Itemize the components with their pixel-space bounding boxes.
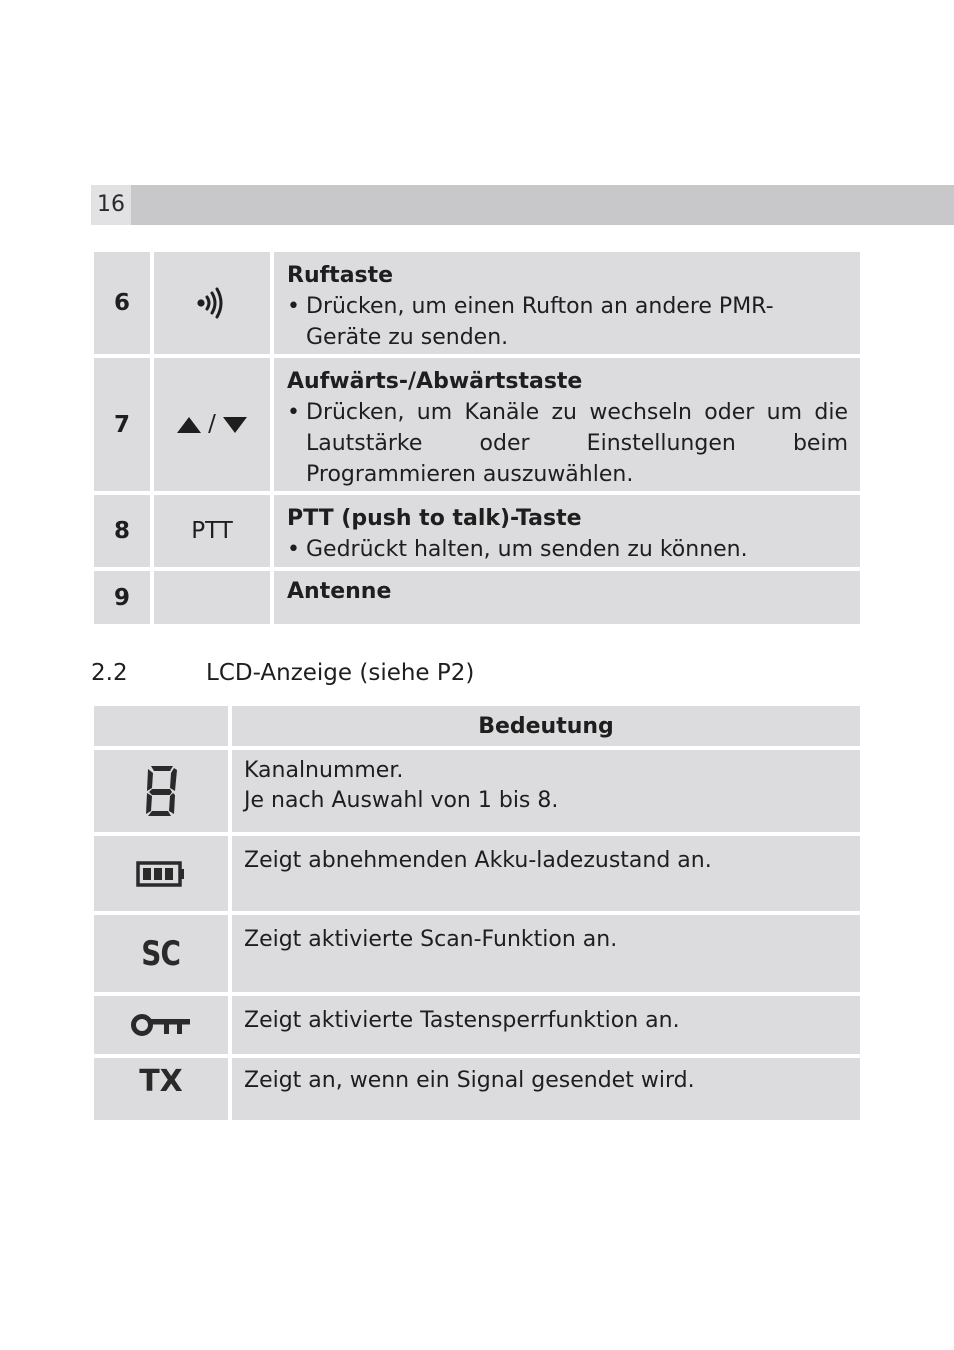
lcd-row-5-line-1: Zeigt an, wenn ein Signal gesendet wird. <box>244 1068 695 1093</box>
up-arrow-icon <box>176 415 202 435</box>
row-7-description <box>274 358 860 491</box>
lcd-row-2-symbol <box>94 836 228 911</box>
header-bar <box>91 185 954 225</box>
call-icon <box>195 286 229 320</box>
arrow-separator: / <box>208 410 216 437</box>
row-6-title: Ruftaste <box>287 263 394 288</box>
down-arrow-icon <box>222 415 248 435</box>
lcd-row-1-description <box>232 750 860 832</box>
page-number: 16 <box>91 185 131 225</box>
lcd-row-1-line-2: Je nach Auswahl von 1 bis 8. <box>244 788 559 813</box>
row-9-symbol <box>154 571 270 624</box>
lcd-row-2-description <box>232 836 860 911</box>
section-number: 2.2 <box>91 660 128 686</box>
key-lock-icon <box>130 1011 192 1039</box>
lcd-row-5-description <box>232 1058 860 1120</box>
row-6-bullet <box>287 291 848 353</box>
row-7-text: Drücken, um Kanäle zu wechseln oder um die Lautstärke oder Einstellungen beim Programmieren auszuwählen. <box>306 400 848 487</box>
lcd-row-3-description <box>232 915 860 992</box>
lcd-row-1-symbol <box>94 750 228 832</box>
lcd-header-meaning: Bedeutung <box>232 706 860 746</box>
row-7-number: 7 <box>94 358 150 491</box>
seven-segment-digit-icon <box>144 764 178 818</box>
row-8-number: 8 <box>94 495 150 567</box>
row-9-title: Antenne <box>287 579 392 604</box>
scan-sc-icon: SC <box>141 933 181 974</box>
lcd-row-4-description <box>232 996 860 1054</box>
lcd-row-1-line-1: Kanalnummer. <box>244 758 404 783</box>
row-6-number: 6 <box>94 252 150 354</box>
lcd-row-3-line-1: Zeigt aktivierte Scan-Funktion an. <box>244 927 618 952</box>
row-8-description <box>274 495 860 567</box>
bullet-dot: • <box>287 537 300 562</box>
lcd-header-symbol-cell <box>94 706 228 746</box>
lcd-row-5-symbol <box>94 1058 228 1120</box>
row-8-title: PTT (push to talk)-Taste <box>287 506 582 531</box>
row-6-symbol <box>154 252 270 354</box>
lcd-row-4-symbol <box>94 996 228 1054</box>
lcd-row-4-line-1: Zeigt aktivierte Tastensperrfunktion an. <box>244 1008 680 1033</box>
lcd-row-2-line-1: Zeigt abnehmenden Akku-ladezustand an. <box>244 848 712 873</box>
row-6-text: Drücken, um einen Rufton an andere PMR-Geräte zu senden. <box>306 294 774 350</box>
row-7-bullet <box>287 397 848 490</box>
bullet-dot: • <box>287 400 300 425</box>
bullet-dot: • <box>287 294 300 319</box>
row-8-text: Gedrückt halten, um senden zu können. <box>306 537 748 562</box>
tx-icon: TX <box>139 1064 183 1099</box>
section-title: LCD-Anzeige (siehe P2) <box>206 660 475 686</box>
row-9-number: 9 <box>94 571 150 624</box>
row-7-symbol <box>154 358 270 491</box>
row-7-title: Aufwärts-/Abwärtstaste <box>287 369 583 394</box>
battery-icon <box>136 860 186 888</box>
row-6-description <box>274 252 860 354</box>
row-8-bullet <box>287 534 848 565</box>
lcd-row-3-symbol <box>94 915 228 992</box>
row-9-description <box>274 571 860 624</box>
row-8-symbol: PTT <box>154 495 270 567</box>
